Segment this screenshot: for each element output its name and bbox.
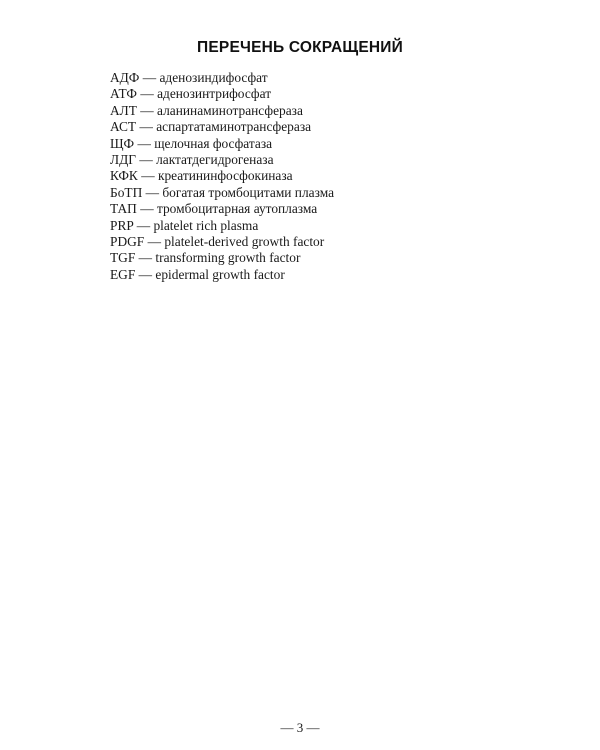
abbreviation-term: БоТП xyxy=(110,184,143,200)
abbreviation-item xyxy=(110,119,334,135)
abbreviation-item xyxy=(110,267,334,283)
abbreviation-term: EGF xyxy=(110,266,136,282)
abbreviation-definition: аденозиндифосфат xyxy=(159,70,268,85)
abbreviation-separator: — xyxy=(136,86,158,102)
abbreviation-separator: — xyxy=(137,168,158,184)
abbreviation-term: TGF xyxy=(110,250,136,266)
abbreviation-definition: щелочная фосфатаза xyxy=(154,135,273,151)
abbreviation-separator: — xyxy=(142,184,163,200)
abbreviation-term: АДФ xyxy=(110,70,140,85)
abbreviation-item xyxy=(110,234,334,250)
abbreviation-item xyxy=(110,70,334,86)
abbreviation-list xyxy=(110,70,334,283)
page-number: — 3 — xyxy=(280,720,320,735)
abbreviation-definition: transforming growth factor xyxy=(155,250,301,266)
abbreviation-item xyxy=(110,168,334,184)
abbreviation-term: ЛДГ xyxy=(110,151,136,167)
abbreviation-separator: — xyxy=(135,151,157,167)
abbreviation-term: АТФ xyxy=(110,86,137,102)
abbreviation-term: АСТ xyxy=(110,119,137,135)
abbreviation-definition: богатая тромбоцитами плазма xyxy=(162,184,335,200)
abbreviation-item xyxy=(110,185,334,201)
abbreviation-term: PDGF xyxy=(110,233,145,249)
abbreviation-definition: лактатдегидрогеназа xyxy=(156,151,274,167)
abbreviation-definition: креатининфосфокиназа xyxy=(157,168,293,184)
abbreviation-definition: аланинаминотрансфераза xyxy=(157,102,303,118)
abbreviation-separator: — xyxy=(135,266,156,282)
abbreviation-term: КФК xyxy=(110,168,138,184)
abbreviation-item xyxy=(110,152,334,168)
abbreviation-term: PRP xyxy=(110,217,134,233)
abbreviation-definition: platelet rich plasma xyxy=(153,217,259,233)
abbreviation-separator: — xyxy=(136,201,157,217)
abbreviation-separator: — xyxy=(139,70,160,85)
abbreviation-definition: аденозинтрифосфат xyxy=(157,86,272,102)
abbreviation-separator: — xyxy=(144,233,165,249)
abbreviation-definition: аспартатаминотрансфераза xyxy=(156,119,312,135)
abbreviation-item xyxy=(110,218,334,234)
abbreviation-definition: тромбоцитарная аутоплазма xyxy=(156,201,318,217)
page-title: ПЕРЕЧЕНЬ СОКРАЩЕНИЙ xyxy=(197,39,403,56)
abbreviation-definition: epidermal growth factor xyxy=(155,266,285,282)
abbreviation-item xyxy=(110,136,334,152)
abbreviation-item xyxy=(110,86,334,102)
abbreviation-separator: — xyxy=(133,217,154,233)
abbreviation-term: ЩФ xyxy=(110,135,135,151)
abbreviation-separator: — xyxy=(134,135,155,151)
abbreviation-item xyxy=(110,250,334,266)
abbreviation-separator: — xyxy=(136,119,157,135)
abbreviation-separator: — xyxy=(136,102,158,118)
abbreviation-term: ТАП xyxy=(110,201,137,217)
abbreviation-item xyxy=(110,103,334,119)
abbreviation-separator: — xyxy=(135,250,156,266)
abbreviation-definition: platelet-derived growth factor xyxy=(164,233,325,249)
abbreviation-term: АЛТ xyxy=(110,102,137,118)
abbreviation-item xyxy=(110,201,334,217)
